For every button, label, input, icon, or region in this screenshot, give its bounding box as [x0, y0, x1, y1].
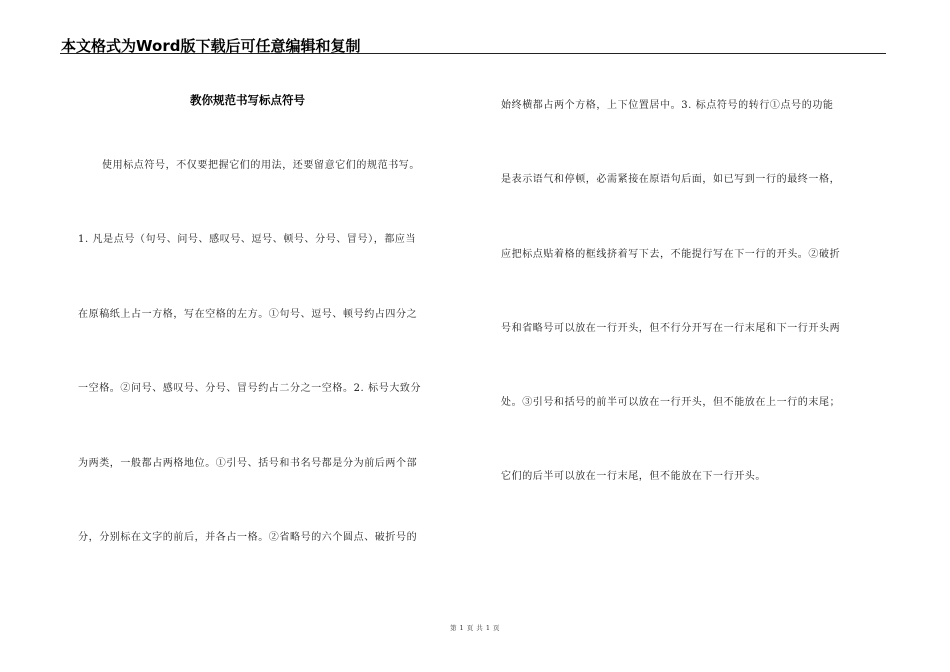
- paragraph-line: 在原稿纸上占一方格，写在空格的左方。①句号、逗号、顿号约占四分之: [78, 309, 418, 320]
- paragraph-line: 为两类，一般都占两格地位。①引号、括号和书名号都是分为前后两个部: [78, 458, 418, 469]
- paragraph-line: 使用标点符号，不仅要把握它们的用法，还要留意它们的规范书写。: [102, 160, 420, 171]
- page-header-title: 本文格式为Word版下载后可任意编辑和复制: [61, 37, 361, 55]
- paragraph-line: 应把标点贴着格的框线挤着写下去，不能提行写在下一行的开头。②破折: [501, 249, 841, 260]
- paragraph-line: 一空格。②问号、感叹号、分号、冒号约占二分之一空格。2. 标号大致分: [78, 383, 422, 394]
- header-divider: [60, 53, 886, 54]
- page-number-footer: 第 1 页 共 1 页: [449, 624, 501, 632]
- paragraph-line: 号和省略号可以放在一行开头，但不行分开写在一行末尾和下一行开头两: [501, 323, 841, 334]
- paragraph-line: 它们的后半可以放在一行末尾，但不能放在下一行开头。: [501, 471, 766, 482]
- paragraph-line: 始终横都占两个方格，上下位置居中。3. 标点符号的转行①点号的功能: [501, 100, 834, 111]
- paragraph-line: 处。③引号和括号的前半可以放在一行开头，但不能放在上一行的末尾；: [501, 397, 841, 408]
- document-title: 教你规范书写标点符号: [190, 93, 305, 107]
- paragraph-line: 1. 凡是点号（句号、问号、感叹号、逗号、顿号、分号、冒号），都应当: [78, 234, 417, 245]
- paragraph-line: 是表示语气和停顿，必需紧接在原语句后面，如已写到一行的最终一格，: [501, 174, 841, 185]
- paragraph-line: 分，分别标在文字的前后，并各占一格。②省略号的六个圆点、破折号的: [78, 532, 418, 543]
